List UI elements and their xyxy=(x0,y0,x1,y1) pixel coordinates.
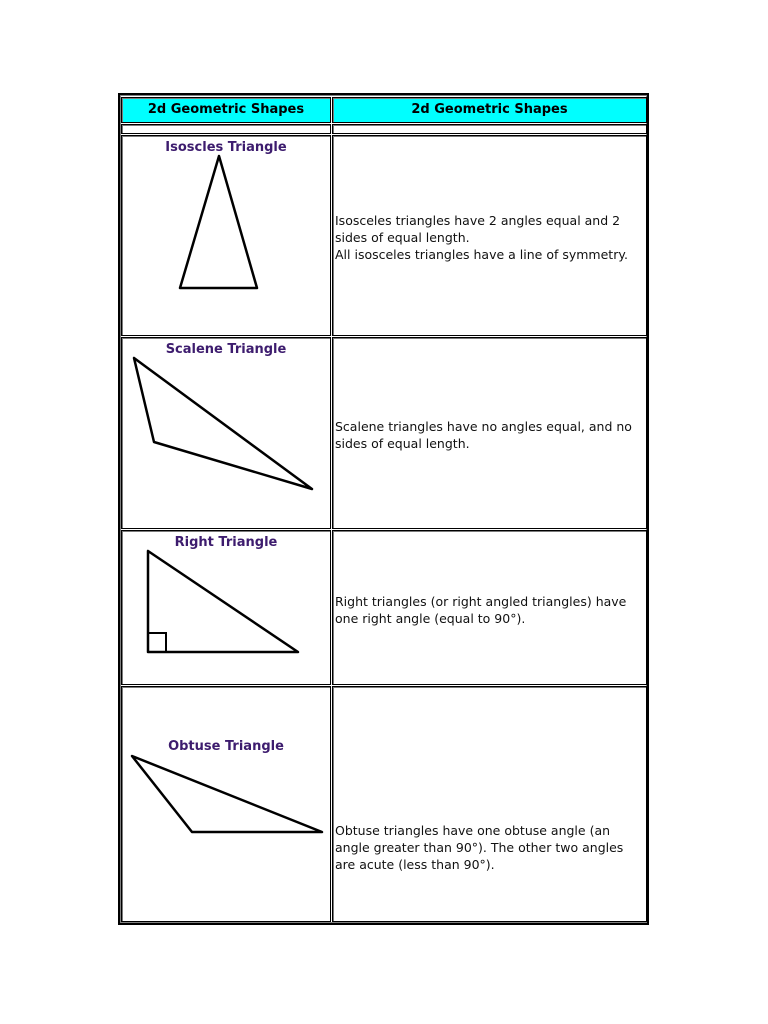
description-cell-right xyxy=(332,530,647,685)
description-line: All isosceles triangles have a line of symmetry. xyxy=(335,247,628,262)
isosceles-triangle-icon xyxy=(122,136,332,337)
description-cell-isosceles xyxy=(332,135,647,336)
description-text xyxy=(335,418,642,452)
shape-title: Scalene Triangle xyxy=(165,342,287,357)
description-cell-scalene xyxy=(332,337,647,529)
description-line: Scalene triangles have no angles equal, and no sides of equal length. xyxy=(335,419,632,451)
shape-cell-isosceles xyxy=(121,135,331,336)
shape-title: Isoscles Triangle xyxy=(165,140,287,155)
scalene-triangle-icon xyxy=(122,338,332,530)
description-line: Isosceles triangles have 2 angles equal and 2 sides of equal length. xyxy=(335,213,621,245)
header-cell-left: 2d Geometric Shapes xyxy=(121,97,331,123)
shape-title: Right Triangle xyxy=(174,535,278,550)
shape-cell-obtuse xyxy=(121,686,331,922)
header-cell-right: 2d Geometric Shapes xyxy=(332,97,647,123)
right-triangle-icon xyxy=(122,531,332,686)
description-line: Obtuse triangles have one obtuse angle (an angle greater than 90°). The other two angles are acute (less than 90°). xyxy=(335,823,624,872)
shape-cell-scalene xyxy=(121,337,331,529)
spacer-cell-right xyxy=(332,124,647,134)
shape-cell-right xyxy=(121,530,331,685)
description-cell-obtuse xyxy=(332,686,647,922)
description-text xyxy=(335,212,642,263)
spacer-cell-left xyxy=(121,124,331,134)
description-line: Right triangles (or right angled triangles) have one right angle (equal to 90°). xyxy=(335,594,627,626)
obtuse-triangle-icon xyxy=(122,687,332,923)
description-text xyxy=(335,822,642,873)
description-text xyxy=(335,593,642,627)
shape-title: Obtuse Triangle xyxy=(168,739,284,754)
